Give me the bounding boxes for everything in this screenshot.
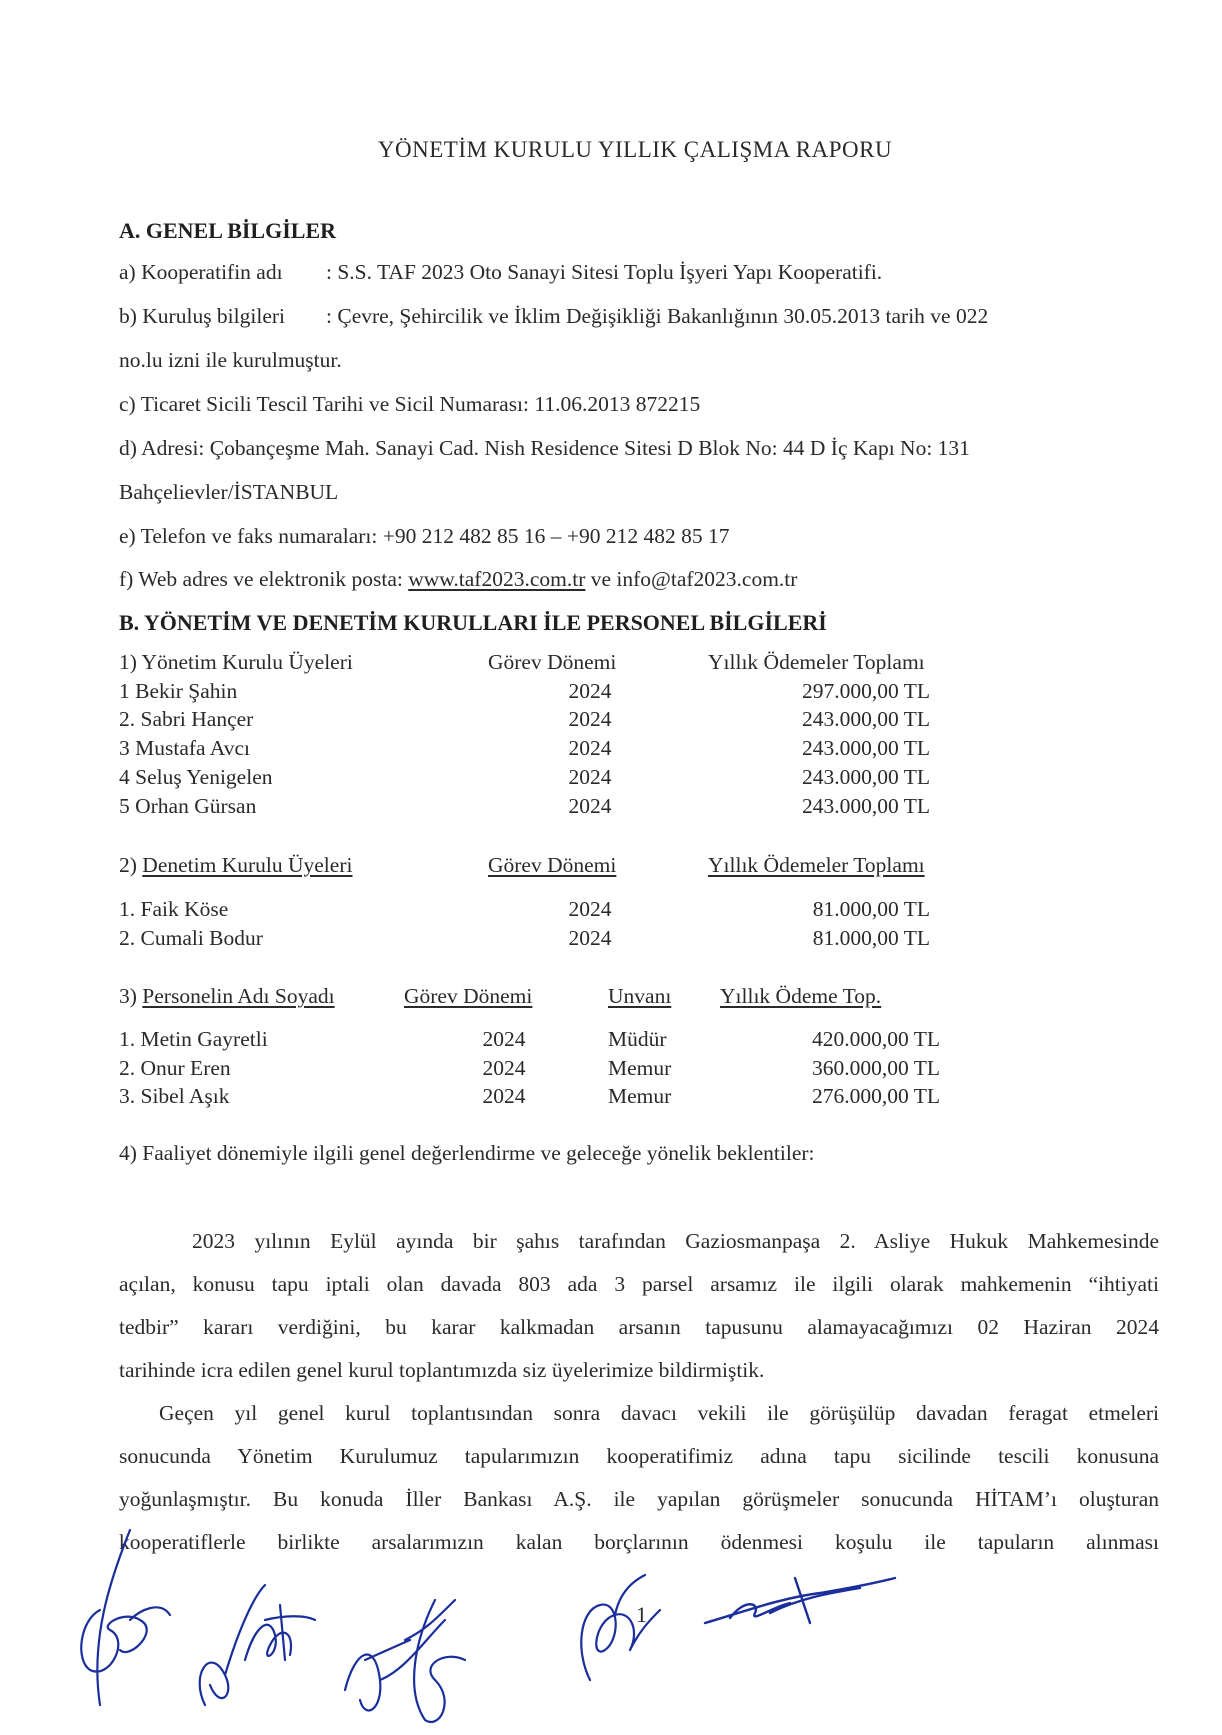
web-info [119,567,797,592]
signature-5 [700,1568,900,1643]
paragraph-line: tarihinde icra edilen genel kurul toplantımızda siz üyelerimize bildirmiştik. [119,1358,765,1382]
audit-header-label: Denetim Kurulu Üyeleri [142,853,353,877]
board-header-payment: Yıllık Ödemeler Toplamı [708,650,925,674]
staff-period: 2024 [482,1027,526,1051]
signature-4 [560,1570,670,1695]
staff-name: 1. Metin Gayretli [119,1027,268,1051]
board-header-period: Görev Dönemi [488,650,617,674]
board-member-name: 1 Bekir Şahin [119,679,238,703]
establishment-cont: no.lu izni ile kurulmuştur. [119,348,342,372]
board-member-name: 5 Orhan Gürsan [119,794,257,818]
paragraph-line: yoğunlaşmıştır. Bu konuda İller Bankası A.Ş. ile yapılan görüşmeler sonucunda HİTAM’ı oluşturan [119,1487,1159,1511]
web-suffix: ve info@taf2023.com.tr [585,567,798,591]
staff-title: Memur [608,1084,672,1108]
audit-member-payment: 81.000,00 TL [812,897,930,921]
document-title: YÖNETİM KURULU YILLIK ÇALIŞMA RAPORU [377,137,893,162]
phone-info: e) Telefon ve faks numaraları: +90 212 482 85 16 – +90 212 482 85 17 [119,524,730,548]
web-prefix: f) Web adres ve elektronik posta: [119,567,409,591]
board-member-period: 2024 [568,794,612,818]
staff-period: 2024 [482,1084,526,1108]
audit-member-name: 1. Faik Köse [119,897,229,921]
signature-1 [70,1520,180,1715]
staff-payment: 276.000,00 TL [811,1084,940,1108]
audit-header-name [119,853,352,878]
address-line2: Bahçelievler/İSTANBUL [119,480,339,504]
board-member-period: 2024 [568,765,612,789]
staff-payment: 360.000,00 TL [811,1056,940,1080]
signature-2 [185,1565,325,1720]
board-member-payment: 297.000,00 TL [801,679,930,703]
board-member-payment: 243.000,00 TL [801,765,930,789]
registry-info: c) Ticaret Sicili Tescil Tarihi ve Sicil Numarası: 11.06.2013 872215 [119,392,701,416]
board-member-name: 3 Mustafa Avcı [119,736,250,760]
staff-payment: 420.000,00 TL [811,1027,940,1051]
staff-number: 3) [119,984,143,1008]
board-member-payment: 243.000,00 TL [801,736,930,760]
paragraph-line: Geçen yıl genel kurul toplantısından sonra davacı vekili ile görüşülüp davadan feragat etmeleri [159,1401,1159,1425]
paragraph-2 [119,1392,1159,1564]
section-a-heading: A. GENEL BİLGİLER [119,218,337,243]
signature-3 [335,1580,495,1735]
paragraph-line: tedbir” kararı verdiğini, bu karar kalkmadan arsanın tapusunu alamayacağımızı 02 Haziran 2024 [119,1315,1159,1339]
establishment-label: b) Kuruluş bilgileri [119,304,286,328]
board-member-period: 2024 [568,736,612,760]
evaluation-heading: 4) Faaliyet dönemiyle ilgili genel değerlendirme ve geleceğe yönelik beklentiler: [119,1141,815,1165]
audit-header-payment: Yıllık Ödemeler Toplamı [708,853,925,877]
board-member-payment: 243.000,00 TL [801,794,930,818]
coop-name-value: : S.S. TAF 2023 Oto Sanayi Sitesi Toplu İşyeri Yapı Kooperatifi. [326,260,883,284]
staff-header-name [119,984,335,1009]
staff-header-title: Unvanı [608,984,672,1008]
paragraph-line: 2023 yılının Eylül ayında bir şahıs tarafından Gaziosmanpaşa 2. Asliye Hukuk Mahkemesinde [192,1229,1159,1253]
board-member-payment: 243.000,00 TL [801,707,930,731]
audit-header-period: Görev Dönemi [488,853,617,877]
board-member-name: 4 Seluş Yenigelen [119,765,273,789]
paragraph-line: sonucunda Yönetim Kurulumuz tapularımızın kooperatifimiz adına tapu sicilinde tescili konusuna [119,1444,1159,1468]
staff-name: 3. Sibel Aşık [119,1084,230,1108]
paragraph-line: açılan, konusu tapu iptali olan davada 803 ada 3 parsel arsamız ile ilgili olarak mahkemenin “ihtiyati [119,1272,1159,1296]
page-number: 1 [636,1602,647,1627]
paragraph-line: kooperatiflerle birlikte arsalarımızın kalan borçlarının ödenmesi koşulu ile tapuların alınması [119,1530,1159,1554]
establishment-value: : Çevre, Şehircilik ve İklim Değişikliği Bakanlığının 30.05.2013 tarih ve 022 [326,304,989,328]
staff-header-payment: Yıllık Ödeme Top. [720,984,882,1008]
board-member-period: 2024 [568,679,612,703]
board-member-name: 2. Sabri Hançer [119,707,254,731]
board-member-period: 2024 [568,707,612,731]
address-line1: d) Adresi: Çobançeşme Mah. Sanayi Cad. Nish Residence Sitesi D Blok No: 44 D İç Kapı No: 131 [119,436,970,460]
staff-header-period: Görev Dönemi [404,984,533,1008]
paragraph-1 [119,1220,1159,1392]
staff-name: 2. Onur Eren [119,1056,231,1080]
audit-number: 2) [119,853,143,877]
audit-member-period: 2024 [568,926,612,950]
staff-title: Müdür [608,1027,667,1051]
staff-header-label: Personelin Adı Soyadı [142,984,335,1008]
staff-period: 2024 [482,1056,526,1080]
staff-title: Memur [608,1056,672,1080]
board-header-name: 1) Yönetim Kurulu Üyeleri [119,650,353,674]
audit-member-payment: 81.000,00 TL [812,926,930,950]
section-b-heading: B. YÖNETİM VE DENETİM KURULLARI İLE PERSONEL BİLGİLERİ [119,610,827,635]
coop-name-label: a) Kooperatifin adı [119,260,283,284]
web-link[interactable]: www.taf2023.com.tr [408,567,586,591]
audit-member-name: 2. Cumali Bodur [119,926,263,950]
audit-member-period: 2024 [568,897,612,921]
